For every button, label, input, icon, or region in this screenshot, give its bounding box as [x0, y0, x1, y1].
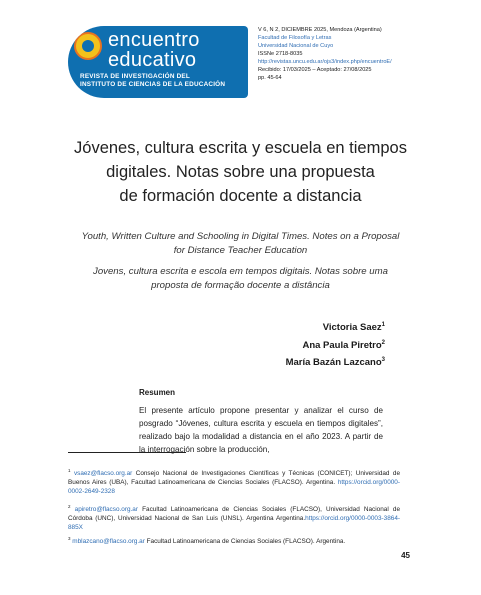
- author-name: [286, 318, 385, 336]
- logo-word-encuentro: encuentro: [108, 29, 200, 51]
- pages-line: pp. 45-64: [258, 75, 282, 81]
- footnote-mark: 1: [68, 468, 71, 473]
- article-title: [40, 136, 441, 208]
- english-title: [40, 230, 441, 258]
- dates-line: Recibido: 17/03/2025 – Aceptado: 27/08/2025: [258, 67, 372, 73]
- university-line: Universidad Nacional de Cuyo: [258, 43, 334, 49]
- author-list: [286, 318, 385, 371]
- portuguese-title-line: proposta de formação docente a distância: [151, 280, 330, 291]
- author-name: [286, 353, 385, 371]
- abstract-heading: Resumen: [139, 388, 176, 397]
- journal-url-link[interactable]: http://revistas.uncu.edu.ar/ojs3/index.php/encuentroE/: [258, 59, 392, 65]
- footnote-divider: [68, 452, 186, 453]
- faculty-line: Facultad de Filosofía y Letras: [258, 35, 332, 41]
- logo-subtitle: [80, 73, 225, 89]
- portuguese-title: [40, 265, 441, 293]
- footnote-mark: 3: [381, 357, 385, 364]
- portuguese-title-line: Jovens, cultura escrita e escola em tempos digitais. Notas sobre uma: [93, 266, 388, 277]
- volume-line: V 6, N 2, DICIEMBRE 2025, Mendoza (Argentina): [258, 27, 382, 33]
- author-name-text: Ana Paula Piretro: [302, 339, 382, 351]
- email-link[interactable]: mblazcano@flacso.org.ar: [72, 538, 145, 546]
- title-line: de formación docente a distancia: [119, 187, 362, 205]
- footnote-1: [68, 466, 400, 496]
- logo-word-educativo: educativo: [108, 49, 197, 71]
- journal-logo: [68, 26, 248, 98]
- abstract-text: El presente artículo propone presentar y analizar el curso de posgrado “Jóvenes, cultura escrita y escuela en tiempos digitales”, realizado bajo la modalidad a distancia en el año 2023. A partir de la interrogación sobre la producción,: [139, 406, 383, 454]
- english-title-line: Youth, Written Culture and Schooling in Digital Times. Notes on a Proposal: [81, 231, 400, 242]
- page-number: 45: [401, 551, 410, 560]
- english-title-line: for Distance Teacher Education: [173, 245, 308, 256]
- footnote-text: Consejo Nacional de Investigaciones Científicas y Técnicas (CONICET); Universidad de Buenos Aires (UBA), Facultad Latinoamericana de Ciencias Sociales (FLACSO). Argentina.: [68, 470, 401, 487]
- title-line: Jóvenes, cultura escrita y escuela en tiempos: [74, 139, 407, 157]
- footnote-mark: 1: [381, 322, 385, 328]
- email-link[interactable]: apiretro@flacso.org.ar: [74, 506, 138, 514]
- title-line: digitales. Notas sobre una propuesta: [106, 163, 375, 181]
- footnote-mark: 3: [68, 536, 71, 541]
- footnote-text: Facultad Latinoamericana de Ciencias Sociales (FLACSO). Argentina.: [144, 538, 346, 546]
- email-link[interactable]: vsaez@flacso.org.ar: [73, 470, 133, 478]
- author-name-text: María Bazán Lazcano: [285, 357, 382, 369]
- author-name: [286, 336, 385, 354]
- footnote-text: Facultad Latinoamericana de Ciencias Sociales (FLACSO), Universidad Nacional de Córdoba (UNC), Universidad Nacional de San Luis (UNSL). Argentina Argentina.: [68, 506, 400, 523]
- footnote-mark: 2: [381, 339, 385, 346]
- footnote-3: [68, 534, 400, 546]
- issn-line: ISSNe 2718-8035: [258, 51, 303, 57]
- logo-subtitle-line: REVISTA DE INVESTIGACIÓN DEL: [80, 73, 190, 80]
- orcid-link[interactable]: https://orcid.org/0000-0003-3864-885X: [68, 515, 400, 532]
- footnote-2: [68, 502, 400, 532]
- logo-subtitle-line: INSTITUTO DE CIENCIAS DE LA EDUCACIÓN: [80, 81, 226, 88]
- footnote-mark: 2: [68, 504, 71, 509]
- masthead-info: [258, 26, 392, 82]
- author-name-text: Victoria Saez: [322, 322, 382, 334]
- spiral-logo-icon: [74, 32, 102, 60]
- orcid-link[interactable]: https://orcid.org/0000-0002-2649-2328: [68, 479, 400, 496]
